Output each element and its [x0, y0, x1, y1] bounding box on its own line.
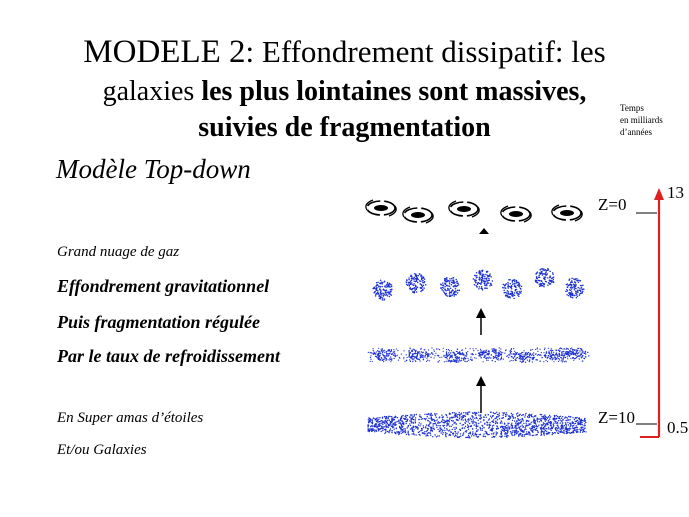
step-cooling: Par le taux de refroidissement: [57, 346, 280, 366]
step-fragmentation: Puis fragmentation régulée: [57, 312, 261, 332]
arrow-up-2: [476, 308, 486, 335]
time-label-line-2: en milliards: [620, 115, 663, 125]
model-subtitle: Modèle Top-down: [56, 154, 251, 184]
time-05-label: 0.5: [667, 418, 689, 437]
time-label-line-1: Temps: [620, 103, 644, 113]
spiral-galaxy-icon: [552, 205, 582, 221]
z-zero-label: Z=0: [598, 195, 627, 214]
title-effondrement: : Effondrement dissipatif: les: [245, 34, 606, 69]
title-line-3: suivies de fragmentation: [198, 112, 491, 143]
step-superclusters: En Super amas d’étoiles: [57, 410, 204, 426]
spiral-galaxy-icon: [501, 206, 531, 222]
dotted-layers: [367, 268, 589, 439]
spiral-galaxies-row: [366, 200, 582, 223]
step-collapse: Effondrement gravitationnel: [57, 276, 270, 296]
arrow-up-1: [476, 376, 486, 413]
spiral-galaxy-icon: [366, 200, 396, 216]
title-massives: les plus lointaines sont massives,: [201, 76, 587, 107]
time-axis-arrow: [640, 188, 664, 437]
spiral-galaxy-icon: [403, 207, 433, 223]
z-ten-label: Z=10: [598, 408, 635, 427]
arrow-head-small: [479, 228, 489, 234]
step-gas-cloud: Grand nuage de gaz: [57, 244, 180, 260]
spiral-galaxy-icon: [449, 201, 479, 217]
time-label-line-3: d’années: [620, 127, 652, 137]
time-13-label: 13: [667, 183, 684, 202]
title-galaxies: galaxies: [102, 76, 202, 107]
title-model: MODELE 2: [83, 34, 246, 70]
step-galaxies: Et/ou Galaxies: [57, 442, 147, 458]
